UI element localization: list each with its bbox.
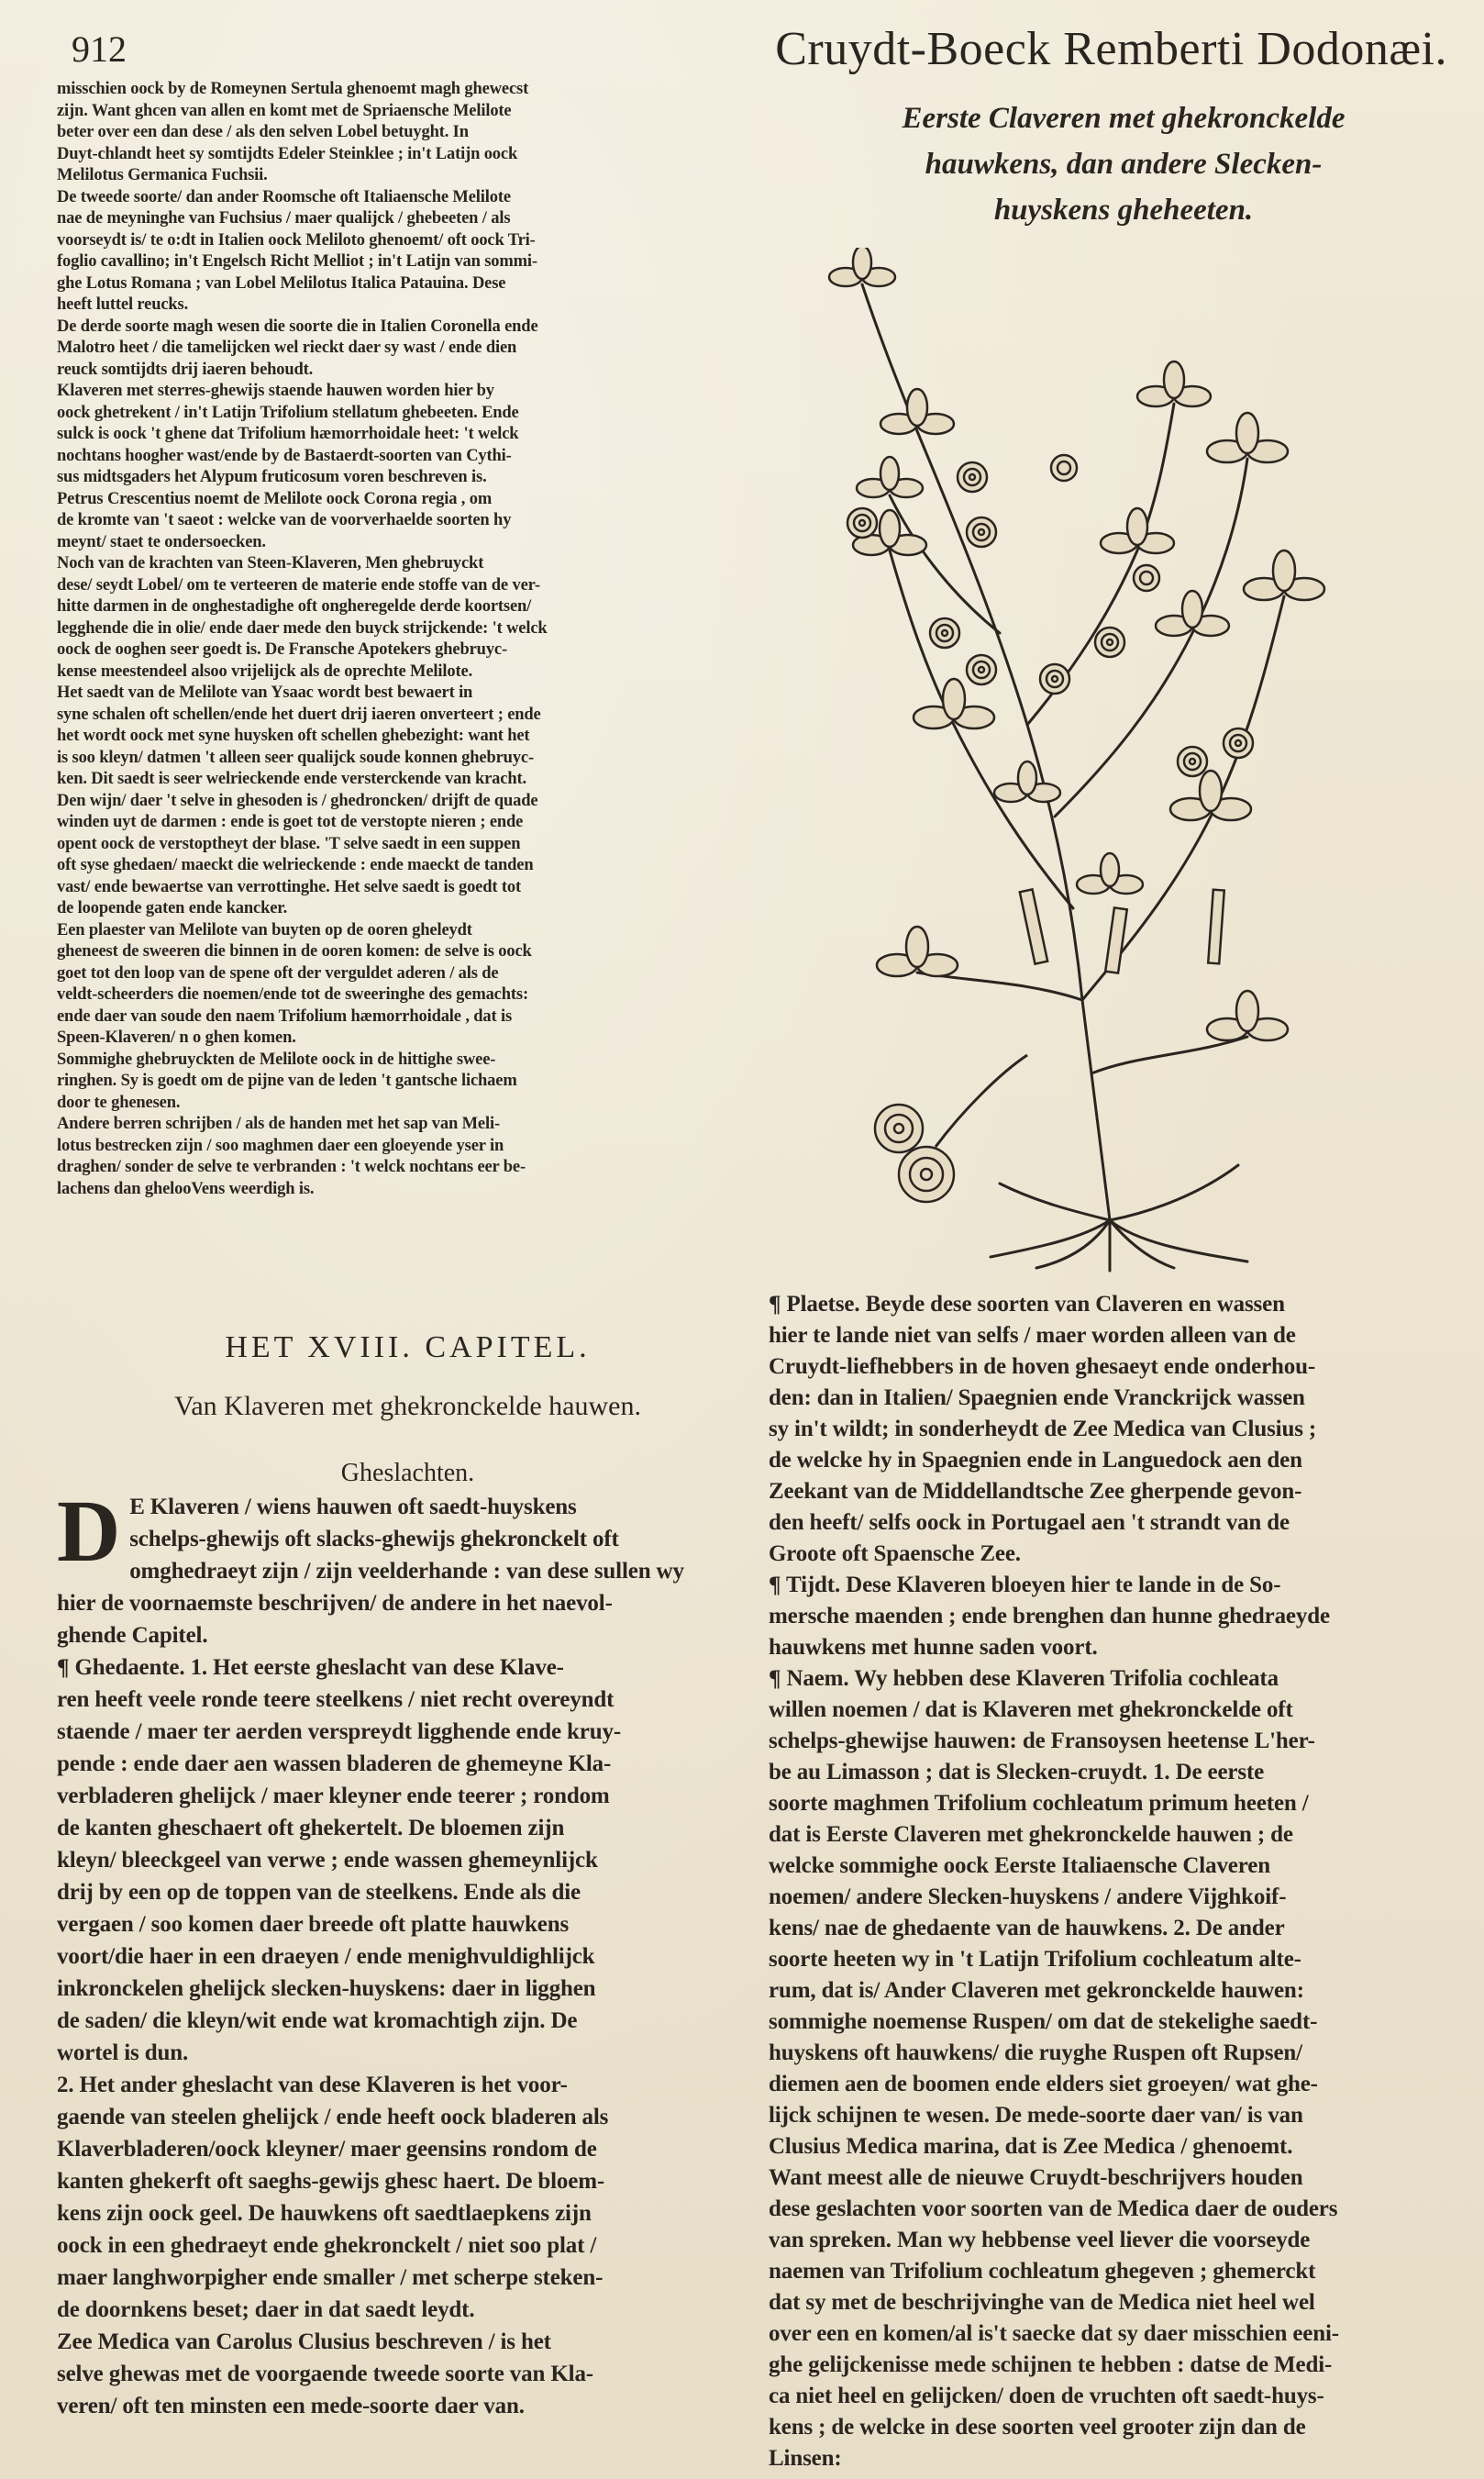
text-line: ghe Lotus Romana ; van Lobel Melilotus Italica Patauina. Dese — [57, 273, 506, 293]
text-line: oock de ooghen seer goedt is. De Fransche Apotekers ghebruyc- — [57, 640, 507, 659]
text-line: beter over een dan dese / als den selven Lobel betuyght. In — [57, 123, 469, 141]
text-line: noemen/ andere Slecken-huyskens / andere Vijghkoif- — [769, 1884, 1287, 1909]
text-line: soorte heeten wy in 't Latijn Trifolium cochleatum alte- — [769, 1947, 1301, 1972]
text-line: Zee Medica van Carolus Clusius beschreven / is het — [57, 2329, 551, 2354]
clover-plant-drawing — [807, 248, 1394, 1275]
text-line: veldt-scheerders die noemen/ende tot de sweeringhe des gemachts: — [57, 985, 528, 1004]
text-line: voorseydt is/ te o:dt in Italien oock Meliloto ghenoemt/ oft oock Tri- — [57, 230, 536, 250]
plate-heading — [807, 95, 1440, 233]
text-line: kense meestendeel alsoo vrijelijck als de oprechte Melilote. — [57, 661, 473, 681]
text-line: Klaverbladeren/oock kleyner/ maer geensins rondom de — [57, 2137, 597, 2162]
text-line: opent oock de verstoptheyt der blase. 'T selve saedt in een suppen — [57, 834, 521, 853]
plant-woodcut-illustration — [807, 248, 1394, 1275]
text-line: ghe gelijckenisse mede schijnen te hebben : datse de Medi- — [769, 2352, 1333, 2377]
text-line: soorte maghmen Trifolium cochleatum primum heeten / — [769, 1791, 1309, 1816]
text-line: is soo kleyn/ datmen 't alleen seer qualijck soude konnen ghebruyc- — [57, 748, 534, 767]
text-line: van spreken. Man wy hebbense veel liever die voorseyde — [769, 2228, 1311, 2252]
text-line: foglio cavallino; in't Engelsch Richt Melliot ; in't Latijn van sommi- — [57, 252, 537, 271]
text-line: Melilotus Germanica Fuchsii. — [57, 166, 268, 184]
text-line: verbladeren ghelijck / maer kleyner ende teerer ; rondom — [57, 1784, 610, 1808]
text-line: voort/die haer in een draeyen / ende menighvuldighlijck — [57, 1944, 595, 1969]
text-line: goet tot den loop van de spene oft der verguldet aderen / als de — [57, 963, 499, 983]
text-line: Zeekant van de Middellandtsche Zee gherpende gevon- — [769, 1479, 1302, 1504]
text-line: dese geslachten voor soorten van de Medica daer de ouders — [769, 2196, 1338, 2221]
text-line: ken. Dit saedt is seer welrieckende ende versterckende van kracht. — [57, 770, 526, 788]
chapter-subtitle: Van Klaveren met ghekronckelde hauwen. — [174, 1391, 641, 1421]
text-line: ca niet heel en gelijcken/ doen de vruchten oft saedt-huys- — [769, 2384, 1324, 2408]
text-line: Malotro heet / die tamelijcken wel rieckt daer sy wast / ende dien — [57, 339, 517, 357]
text-line: draghen/ sonder de selve te verbranden : 't welck nochtans eer be- — [57, 1158, 526, 1176]
plate-heading-line: hauwkens, dan andere Slecken- — [925, 148, 1323, 181]
plate-heading-line: Eerste Claveren met ghekronckelde — [902, 102, 1346, 135]
text-line: kleyn/ bleeckgeel van verwe ; ende wassen ghemeynlijck — [57, 1848, 598, 1873]
text-line: schelps-ghewijse hauwen: de Fransoysen heetense L'her- — [769, 1729, 1315, 1753]
text-line: ren heeft veele ronde teere steelkens / niet recht overeyndt — [57, 1687, 615, 1712]
text-line: kens/ nae de ghedaente van de hauwkens. 2. De ander — [769, 1916, 1285, 1940]
text-line: Andere berren schrijben / als de handen met het sap van Meli- — [57, 1115, 500, 1133]
drop-cap: D — [57, 1482, 121, 1580]
text-line: selve ghewas met de voorgaende tweede soorte van Kla- — [57, 2362, 593, 2386]
text-line: Cruydt-liefhebbers in de hoven ghesaeyt ende onderhou- — [769, 1354, 1316, 1379]
text-line: Noch van de krachten van Steen-Klaveren, Men ghebruyckt — [57, 554, 484, 573]
text-line: legghende die in olie/ ende daer mede den buyck strijckende: 't welck — [57, 618, 548, 638]
running-title: Cruydt-Boeck Remberti Dodonæi. — [775, 23, 1447, 75]
text-line: drij by een op de toppen van de steelkens. Ende als die — [57, 1880, 581, 1905]
text-line: hauwkens met hunne saden voort. — [769, 1635, 1098, 1660]
left-column-top-text — [57, 79, 759, 1200]
text-line: Duyt-chlandt heet sy somtijdts Edeler Steinklee ; in't Latijn oock — [57, 144, 518, 163]
text-line: de welcke hy in Spaegnien ende in Languedock aen den — [769, 1448, 1302, 1473]
text-line: diemen aen de boomen ende elders siet groeyen/ wat ghe- — [769, 2072, 1318, 2096]
text-line: ¶ Naem. Wy hebben dese Klaveren Trifolia cochleata — [769, 1666, 1279, 1691]
text-line: nae de meyninghe van Fuchsius / maer qualijck / ghebeeten / als — [57, 209, 511, 228]
text-line: Het saedt van de Melilote van Ysaac wordt best bewaert in — [57, 684, 473, 702]
section-label: Gheslachten. — [340, 1459, 475, 1487]
text-line: ghende Capitel. — [57, 1623, 208, 1648]
right-column-lines — [769, 1289, 1443, 2474]
text-line: schelps-ghewijs oft slacks-ghewijs ghekronckelt oft — [129, 1527, 619, 1551]
text-line: ¶ Plaetse. Beyde dese soorten van Claveren en wassen — [769, 1292, 1285, 1317]
chapter-title: HET XVIII. CAPITEL. — [225, 1330, 591, 1364]
text-line: lotus bestrecken zijn / soo maghmen daer een gloeyende yser in — [57, 1136, 504, 1155]
text-line: den heeft/ selfs oock in Portugael aen 't strandt van de — [769, 1510, 1290, 1535]
text-line: heeft luttel reucks. — [57, 295, 189, 314]
text-line: de kromte van 't saeot : welcke van de voorverhaelde soorten hy — [57, 511, 512, 529]
text-line: meynt/ staet te ondersoecken. — [57, 532, 266, 551]
text-line: wortel is dun. — [57, 2040, 189, 2065]
text-line: naemen van Trifolium cochleatum ghegeven ; ghemerckt — [769, 2259, 1316, 2284]
left-column-body — [57, 1482, 759, 2422]
text-line: hier de voornaemste beschrijven/ de andere in het naevol- — [57, 1591, 613, 1616]
page-number: 912 — [72, 28, 127, 70]
text-line: De derde soorte magh wesen die soorte die in Italien Coronella ende — [57, 317, 538, 336]
text-line: veren/ oft ten minsten een mede-soorte daer van. — [57, 2394, 525, 2418]
text-line: syne schalen oft schellen/ende het duert drij iaeren onverteert ; ende — [57, 705, 541, 724]
text-line: staende / maer ter aerden verspreydt ligghende ende kruy- — [57, 1719, 621, 1744]
chapter-heading — [57, 1330, 759, 1503]
text-line: 2. Het ander gheslacht van dese Klaveren is het voor- — [57, 2073, 568, 2097]
text-line: lijck schijnen te wesen. De mede-soorte daer van/ is van — [769, 2103, 1303, 2128]
text-line: mersche maenden ; ende brenghen dan hunne ghedraeyde — [769, 1604, 1330, 1629]
text-line: omghedraeyt zijn / zijn veelderhande : van dese sullen wy — [129, 1559, 684, 1584]
text-line: E Klaveren / wiens hauwen oft saedt-huyskens — [129, 1495, 577, 1519]
text-line: pende : ende daer aen wassen bladeren de ghemeyne Kla- — [57, 1751, 612, 1776]
text-line: Petrus Crescentius noemt de Melilote oock Corona regia , om — [57, 489, 493, 508]
text-line: de saden/ die kleyn/wit ende wat kromachtigh zijn. De — [57, 2008, 578, 2033]
text-line: Een plaester van Melilote van buyten op de ooren gheleydt — [57, 920, 472, 939]
text-line: over een en komen/al is't saecke dat sy daer misschien eeni- — [769, 2321, 1339, 2346]
text-line: Linsen: — [769, 2446, 842, 2471]
text-line: de loopende gaten ende kancker. — [57, 899, 288, 917]
text-line: door te ghenesen. — [57, 1093, 181, 1112]
text-line: winden uyt de darmen : ende is goet tot de verstopte nieren ; ende — [57, 813, 524, 831]
text-line: het wordt oock met syne huysken oft schellen ghebezight: want het — [57, 727, 530, 745]
text-line: lachens dan ghelooVens weerdigh is. — [57, 1179, 315, 1198]
text-line: Want meest alle de nieuwe Cruydt-beschrijvers houden — [769, 2165, 1303, 2190]
text-line: Groote oft Spaensche Zee. — [769, 1541, 1021, 1566]
text-line: dat is Eerste Claveren met ghekronckelde hauwen ; de — [769, 1822, 1293, 1847]
text-line: be au Limasson ; dat is Slecken-cruydt. 1. De eerste — [769, 1760, 1265, 1784]
text-line: reuck somtijdts drij iaeren behoudt. — [57, 360, 314, 379]
text-line: de doornkens beset; daer in dat saedt leydt. — [57, 2297, 475, 2322]
left-body-lines — [57, 1482, 759, 2422]
text-line: misschien oock by de Romeynen Sertula ghenoemt magh ghewecst — [57, 80, 529, 98]
plate-heading-line: huyskens gheheeten. — [993, 194, 1254, 227]
text-line: zijn. Want ghcen van allen en komt met de Spriaensche Melilote — [57, 101, 512, 120]
text-line: kens zijn oock geel. De hauwkens oft saedtlaepkens zijn — [57, 2201, 592, 2226]
text-line: Klaveren met sterres-ghewijs staende hauwen worden hier by — [57, 382, 494, 400]
text-line: de kanten gheschaert oft ghekertelt. De bloemen zijn — [57, 1816, 565, 1840]
text-line: maer langhworpigher ende smaller / met scherpe steken- — [57, 2265, 604, 2290]
text-line: vergaen / soo komen daer breede oft platte hauwkens — [57, 1912, 570, 1937]
text-line: Sommighe ghebruyckten de Melilote oock in de hittighe swee- — [57, 1050, 496, 1069]
text-line: dat sy met de beschrijvinghe van de Medica niet heel wel — [769, 2290, 1315, 2315]
text-line: oock in een ghedraeyt ende ghekronckelt / niet soo plat / — [57, 2233, 597, 2258]
text-line: welcke sommighe oock Eerste Italiaensche Claveren — [769, 1853, 1270, 1878]
text-line: rum, dat is/ Ander Claveren met gekronckelde hauwen: — [769, 1978, 1304, 2003]
text-line: sy in't wildt; in sonderheydt de Zee Medica van Clusius ; — [769, 1417, 1317, 1441]
text-line: kens ; de welcke in dese soorten veel grooter zijn dan de — [769, 2415, 1306, 2440]
text-line: Clusius Medica marina, dat is Zee Medica / ghenoemt. — [769, 2134, 1293, 2159]
text-line: ende daer van soude den naem Trifolium hæmorrhoidale , dat is — [57, 1006, 513, 1026]
text-line: kanten ghekerft oft saeghs-gewijs ghesc haert. De bloem- — [57, 2169, 605, 2194]
text-line: ringhen. Sy is goedt om de pijne van de leden 't gantsche lichaem — [57, 1072, 517, 1090]
text-line: vast/ ende bewaertse van verrottinghe. Het selve saedt is goedt tot — [57, 877, 521, 896]
text-line: Den wijn/ daer 't selve in ghesoden is / ghedroncken/ drijft de quade — [57, 791, 538, 810]
text-line: huyskens oft hauwkens/ die ruyghe Ruspen oft Rupsen/ — [769, 2040, 1302, 2065]
page-header — [0, 0, 1484, 73]
text-line: dese/ seydt Lobel/ om te verteeren de materie ende stoffe van de ver- — [57, 575, 541, 595]
text-line: willen noemen / dat is Klaveren met ghekronckelde oft — [769, 1697, 1293, 1722]
text-line: oft syse ghedaen/ maeckt die welrieckende : ende maeckt de tanden — [57, 856, 534, 874]
text-line: ¶ Tijdt. Dese Klaveren bloeyen hier te lande in de So- — [769, 1573, 1281, 1597]
text-line: sulck is oock 't ghene dat Trifolium hæmorrhoidale heet: 't welck — [57, 425, 519, 443]
text-line: Speen-Klaveren/ n o ghen komen. — [57, 1028, 296, 1047]
text-line: den: dan in Italien/ Spaegnien ende Vranckrijck wassen — [769, 1385, 1305, 1410]
text-line: inkronckelen ghelijck slecken-huyskens: daer in ligghen — [57, 1976, 596, 2001]
text-line: De tweede soorte/ dan ander Roomsche oft Italiaensche Melilote — [57, 187, 511, 206]
text-line: sus midtsgaders het Alypum fruticosum voren beschreven is. — [57, 468, 487, 486]
text-line: nochtans hoogher wast/ende by de Bastaerdt-soorten van Cythi- — [57, 446, 512, 465]
text-line: sommighe noemense Ruspen/ om dat de stekelighe saedt- — [769, 2009, 1318, 2034]
text-line: ¶ Ghedaente. 1. Het eerste gheslacht van dese Klave- — [57, 1655, 564, 1680]
text-line: oock ghetrekent / in't Latijn Trifolium stellatum ghebeeten. Ende — [57, 403, 519, 422]
text-line: hitte darmen in de onghestadighe oft ongheregelde derde koortsen/ — [57, 597, 532, 616]
text-line: gheneest de sweeren die binnen in de ooren komen: de selve is oock — [57, 942, 532, 961]
text-line: hier te lande niet van selfs / maer worden alleen van de — [769, 1323, 1296, 1348]
right-column-text — [769, 1289, 1443, 2474]
text-line: gaende van steelen ghelijck / ende heeft oock bladeren als — [57, 2105, 609, 2129]
